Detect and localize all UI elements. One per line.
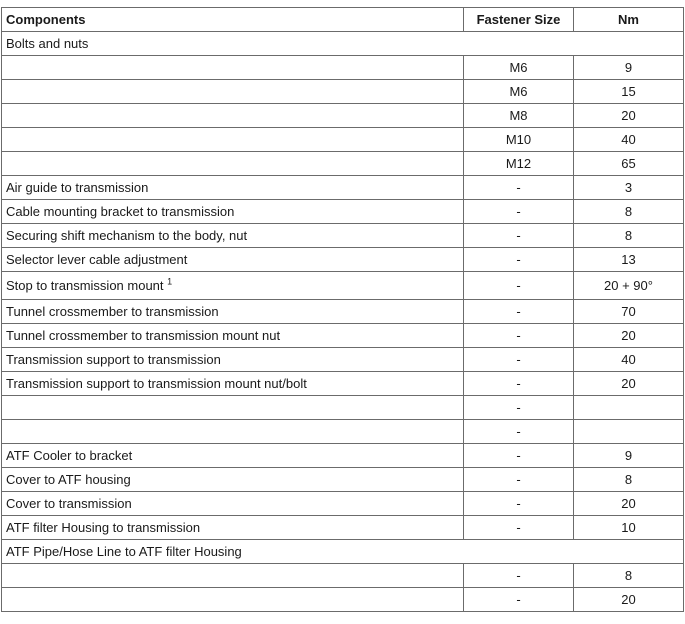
fastener-size-cell: - bbox=[464, 300, 574, 324]
component-label: Stop to transmission mount bbox=[6, 278, 164, 293]
table-row bbox=[2, 492, 684, 516]
torque-nm-cell: 8 bbox=[574, 468, 684, 492]
header-fastener-size: Fastener Size bbox=[464, 8, 574, 32]
fastener-size-cell: - bbox=[464, 224, 574, 248]
torque-nm-cell: 40 bbox=[574, 128, 684, 152]
footnote-marker: 1 bbox=[167, 276, 173, 287]
component-cell bbox=[2, 564, 464, 588]
fastener-size-cell: M10 bbox=[464, 128, 574, 152]
component-label: Transmission support to transmission mount nut/bolt bbox=[6, 376, 307, 391]
component-cell bbox=[2, 128, 464, 152]
torque-nm-cell bbox=[574, 420, 684, 444]
component-label: Cable mounting bracket to transmission bbox=[6, 204, 235, 219]
fastener-size-cell: - bbox=[464, 176, 574, 200]
fastener-size-cell: - bbox=[464, 272, 574, 300]
torque-nm-cell: 8 bbox=[574, 200, 684, 224]
component-cell bbox=[2, 300, 464, 324]
component-cell bbox=[2, 324, 464, 348]
component-label: Selector lever cable adjustment bbox=[6, 252, 188, 267]
fastener-size-cell: M6 bbox=[464, 56, 574, 80]
section-label: Bolts and nuts bbox=[2, 32, 684, 56]
fastener-size-cell: - bbox=[464, 248, 574, 272]
component-cell bbox=[2, 468, 464, 492]
component-label: Cover to transmission bbox=[6, 496, 132, 511]
table-row bbox=[2, 588, 684, 612]
section-label: ATF Pipe/Hose Line to ATF filter Housing bbox=[2, 540, 684, 564]
torque-nm-cell: 20 bbox=[574, 372, 684, 396]
torque-nm-cell: 40 bbox=[574, 348, 684, 372]
component-label: Tunnel crossmember to transmission bbox=[6, 304, 219, 319]
fastener-size-cell: - bbox=[464, 200, 574, 224]
torque-nm-cell: 8 bbox=[574, 224, 684, 248]
header-nm: Nm bbox=[574, 8, 684, 32]
component-cell bbox=[2, 516, 464, 540]
table-row bbox=[2, 248, 684, 272]
component-cell bbox=[2, 104, 464, 128]
table-row bbox=[2, 444, 684, 468]
table-row bbox=[2, 272, 684, 300]
fastener-size-cell: - bbox=[464, 396, 574, 420]
component-cell bbox=[2, 56, 464, 80]
table-row bbox=[2, 152, 684, 176]
table-row bbox=[2, 300, 684, 324]
fastener-size-cell: - bbox=[464, 348, 574, 372]
table-row bbox=[2, 56, 684, 80]
table-row bbox=[2, 176, 684, 200]
torque-nm-cell: 70 bbox=[574, 300, 684, 324]
table-header-row bbox=[2, 8, 684, 32]
table-row bbox=[2, 468, 684, 492]
torque-nm-cell: 3 bbox=[574, 176, 684, 200]
fastener-size-cell: - bbox=[464, 468, 574, 492]
component-cell bbox=[2, 396, 464, 420]
torque-nm-cell bbox=[574, 396, 684, 420]
table-row bbox=[2, 348, 684, 372]
torque-nm-cell: 8 bbox=[574, 564, 684, 588]
table-row bbox=[2, 372, 684, 396]
torque-nm-cell: 9 bbox=[574, 444, 684, 468]
component-label: Securing shift mechanism to the body, nut bbox=[6, 228, 248, 243]
fastener-size-cell: - bbox=[464, 444, 574, 468]
table-body bbox=[2, 32, 684, 612]
torque-nm-cell: 20 + 90° bbox=[574, 272, 684, 300]
torque-nm-cell: 20 bbox=[574, 324, 684, 348]
component-cell bbox=[2, 200, 464, 224]
component-label: ATF filter Housing to transmission bbox=[6, 520, 201, 535]
table-row bbox=[2, 224, 684, 248]
torque-nm-cell: 20 bbox=[574, 588, 684, 612]
fastener-size-cell: - bbox=[464, 516, 574, 540]
fastener-size-cell: M12 bbox=[464, 152, 574, 176]
component-label: Tunnel crossmember to transmission mount nut bbox=[6, 328, 281, 343]
fastener-size-cell: - bbox=[464, 588, 574, 612]
header-components: Components bbox=[2, 8, 464, 32]
torque-nm-cell: 65 bbox=[574, 152, 684, 176]
table-row bbox=[2, 104, 684, 128]
section-row bbox=[2, 32, 684, 56]
component-label: ATF Cooler to bracket bbox=[6, 448, 133, 463]
fastener-size-cell: - bbox=[464, 492, 574, 516]
component-cell bbox=[2, 224, 464, 248]
table-row bbox=[2, 80, 684, 104]
fastener-size-cell: - bbox=[464, 372, 574, 396]
component-cell bbox=[2, 588, 464, 612]
component-cell bbox=[2, 80, 464, 104]
torque-nm-cell: 20 bbox=[574, 104, 684, 128]
component-label: Air guide to transmission bbox=[6, 180, 149, 195]
table-row bbox=[2, 200, 684, 224]
component-label: Transmission support to transmission bbox=[6, 352, 221, 367]
component-label: Cover to ATF housing bbox=[6, 472, 131, 487]
torque-nm-cell: 15 bbox=[574, 80, 684, 104]
component-cell bbox=[2, 152, 464, 176]
torque-nm-cell: 13 bbox=[574, 248, 684, 272]
fastener-size-cell: - bbox=[464, 564, 574, 588]
component-cell bbox=[2, 348, 464, 372]
table-row bbox=[2, 128, 684, 152]
torque-nm-cell: 10 bbox=[574, 516, 684, 540]
table-row bbox=[2, 564, 684, 588]
table-row bbox=[2, 516, 684, 540]
component-cell bbox=[2, 492, 464, 516]
torque-nm-cell: 9 bbox=[574, 56, 684, 80]
table-row bbox=[2, 324, 684, 348]
torque-nm-cell: 20 bbox=[574, 492, 684, 516]
component-cell bbox=[2, 372, 464, 396]
fastener-size-cell: M6 bbox=[464, 80, 574, 104]
component-cell bbox=[2, 176, 464, 200]
section-row bbox=[2, 540, 684, 564]
table-row bbox=[2, 420, 684, 444]
component-cell bbox=[2, 420, 464, 444]
table-row bbox=[2, 396, 684, 420]
component-cell bbox=[2, 272, 464, 300]
component-cell bbox=[2, 444, 464, 468]
fastener-size-cell: - bbox=[464, 420, 574, 444]
fastener-size-cell: M8 bbox=[464, 104, 574, 128]
component-cell bbox=[2, 248, 464, 272]
fastener-size-cell: - bbox=[464, 324, 574, 348]
torque-spec-table bbox=[1, 7, 684, 612]
